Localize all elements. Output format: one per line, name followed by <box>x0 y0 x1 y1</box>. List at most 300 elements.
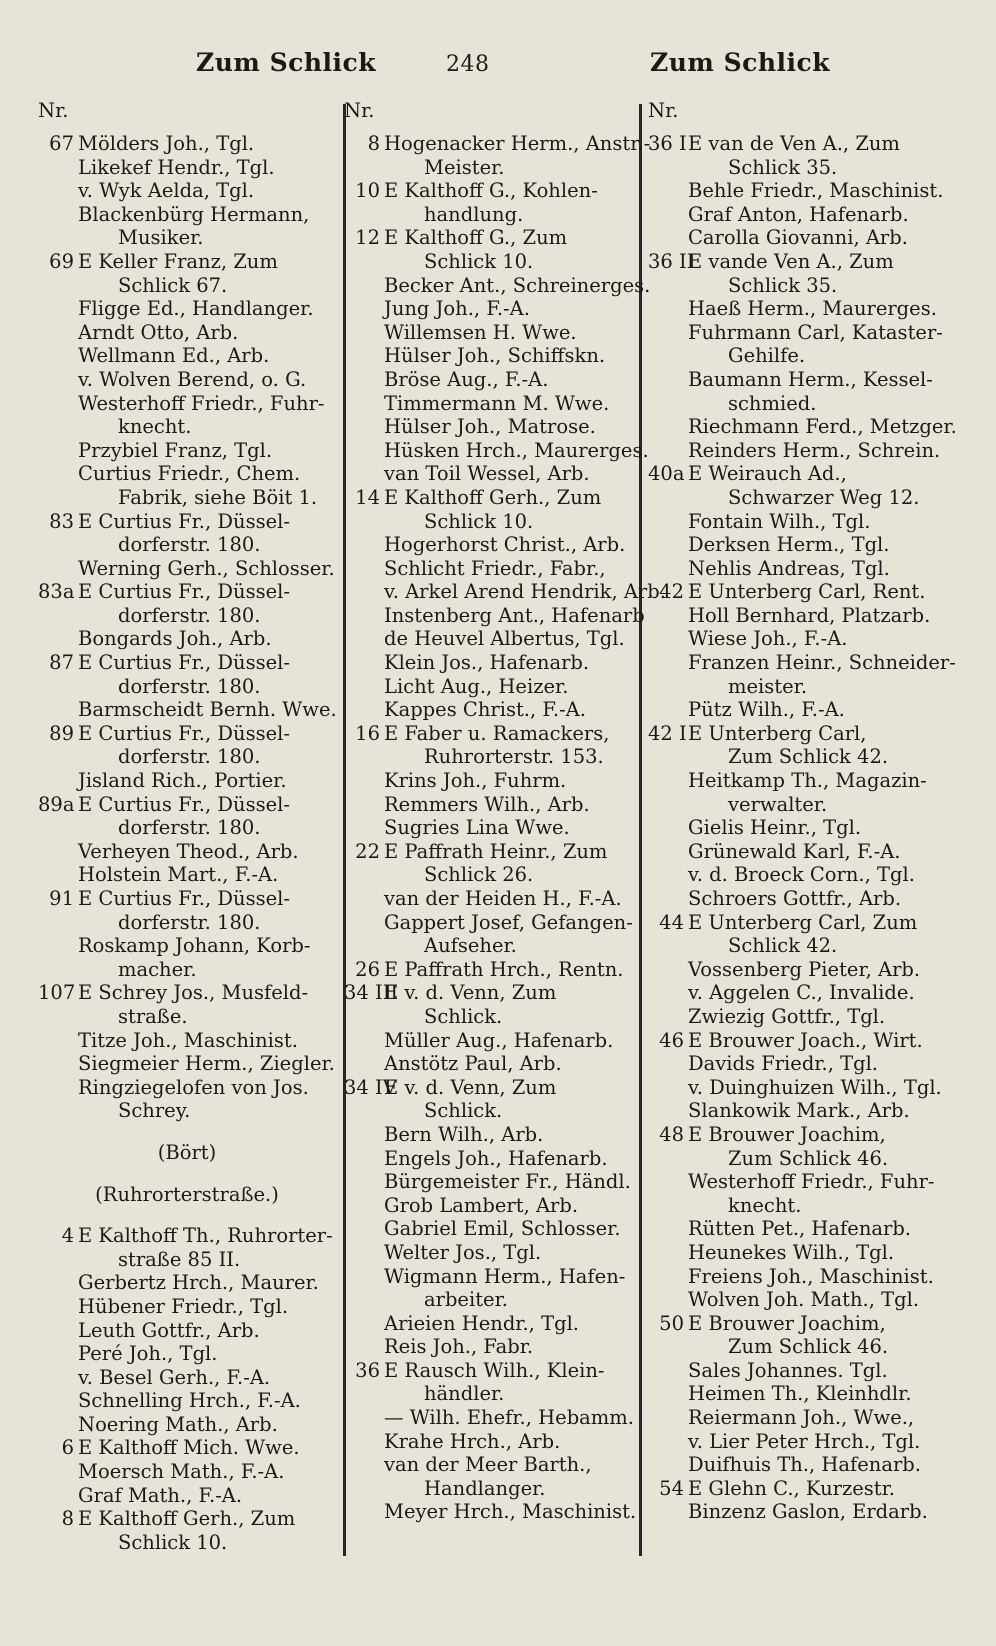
entry-line <box>344 1123 634 1147</box>
entry-text: Bürgemeister Fr., Händl. <box>384 1170 631 1194</box>
entry-line <box>344 675 634 699</box>
entry-text: Licht Aug., Heizer. <box>384 674 569 698</box>
entry-line <box>648 415 957 439</box>
entry-line <box>648 1170 944 1194</box>
entry-text: Carolla Giovanni, Arb. <box>688 226 908 250</box>
entry-line <box>38 203 336 227</box>
entry-line <box>648 1147 944 1171</box>
entry-text: Schlick. <box>424 1099 503 1123</box>
entry-text: meister. <box>728 674 808 698</box>
entry-line <box>344 438 649 463</box>
entry-line <box>648 1217 944 1241</box>
entry-text: Hülser Joh., Schiffskn. <box>384 344 606 368</box>
entry-line <box>648 557 944 581</box>
entry-text: E Curtius Fr., Düssel- <box>78 721 290 745</box>
entry-line <box>38 226 336 250</box>
entry-line <box>344 557 634 581</box>
entry-text: Curtius Friedr., Chem. <box>78 462 301 486</box>
entry-text: Aufseher. <box>424 934 517 958</box>
entry-line <box>38 1342 336 1366</box>
entry-text: Slankowik Mark., Arb. <box>688 1099 910 1123</box>
entry-text: Krahe Hrch., Arb. <box>384 1429 561 1453</box>
entry-text: Fuhrmann Carl, Kataster- <box>688 320 943 344</box>
entry-text: Gappert Josef, Gefangen- <box>384 910 633 934</box>
entry-text: Gabriel Emil, Schlosser. <box>384 1217 621 1241</box>
section-heading: (Bört) <box>157 1140 217 1164</box>
entry-line <box>648 604 944 628</box>
entry-text: Duifhuis Th., Hafenarb. <box>688 1453 921 1477</box>
entry-text: E v. d. Venn, Zum <box>384 1075 557 1099</box>
entry-text: Wiese Joh., F.-A. <box>688 627 848 651</box>
house-number: 16 <box>355 721 380 745</box>
entry-text: E Brouwer Joachim, <box>688 1311 886 1335</box>
entry-line <box>344 958 634 982</box>
entry-text: Fligge Ed., Handlanger. <box>78 297 314 321</box>
entry-text: E Rausch Wilh., Klein- <box>384 1358 605 1382</box>
entry-line <box>648 1406 944 1430</box>
entry-line <box>648 1312 944 1336</box>
entry-line <box>344 627 634 651</box>
entry-line <box>38 557 336 581</box>
entry-line <box>648 580 944 604</box>
entry-text: Behle Friedr., Maschinist. <box>688 179 944 203</box>
spacer <box>38 1165 336 1183</box>
entry-text: macher. <box>118 957 197 981</box>
house-number: 48 <box>659 1122 684 1146</box>
entry-text: v. Aggelen C., Invalide. <box>688 981 915 1005</box>
entry-line <box>344 911 634 935</box>
entry-text: Fabrik, siehe Böit 1. <box>118 485 318 509</box>
entry-line <box>344 1217 634 1241</box>
entry-text: v. Lier Peter Hrch., Tgl. <box>688 1429 921 1453</box>
entry-line <box>648 816 944 840</box>
entry-text: E Unterberg Carl, Rent. <box>688 580 926 604</box>
entry-text: E Faber u. Ramackers, <box>384 721 610 745</box>
entry-line <box>38 1436 336 1460</box>
entry-line <box>648 981 944 1005</box>
entry-text: Wellmann Ed., Arb. <box>78 344 270 368</box>
entry-line <box>38 793 336 817</box>
house-number: 40a <box>648 462 685 486</box>
entry-line <box>344 344 634 368</box>
entry-text: Bröse Aug., F.-A. <box>384 367 549 391</box>
entry-line <box>648 887 944 911</box>
entry-text: E Brouwer Joach., Wirt. <box>688 1028 923 1052</box>
entry-line <box>38 1319 336 1343</box>
entry-line <box>648 156 944 180</box>
entry-text: Verheyen Theod., Arb. <box>78 839 299 863</box>
entry-text: — Wilh. Ehefr., Hebamm. <box>384 1406 634 1430</box>
column-heading: Nr. <box>344 99 375 122</box>
entry-line <box>344 1335 634 1359</box>
entry-line <box>648 698 944 722</box>
entry-text: Reiermann Joh., Wwe., <box>688 1406 915 1430</box>
entry-text: Reinders Herm., Schrein. <box>688 438 941 462</box>
entry-line <box>648 1076 944 1100</box>
house-number: 69 <box>49 249 74 273</box>
entry-text: dorferstr. 180. <box>118 533 261 557</box>
entry-text: knecht. <box>118 415 192 439</box>
entry-line <box>38 722 336 746</box>
section-heading: (Ruhrorterstraße.) <box>95 1182 279 1206</box>
entry-line <box>344 769 634 793</box>
entry-line <box>38 344 336 368</box>
entry-line <box>648 1288 944 1312</box>
entry-text: E Curtius Fr., Düssel- <box>78 509 290 533</box>
entry-text: Zum Schlick 46. <box>728 1146 889 1170</box>
entry-line <box>344 1076 634 1100</box>
entry-line <box>38 1484 336 1508</box>
entry-text: de Heuvel Albertus, Tgl. <box>384 627 625 651</box>
entry-line <box>344 415 634 439</box>
entry-text: van der Heiden H., F.-A. <box>384 887 622 910</box>
house-number: 34 IV <box>344 1075 397 1099</box>
entry-text: Franzen Heinr., Schneider- <box>688 651 956 675</box>
entry-line <box>648 1359 944 1383</box>
entry-text: Zum Schlick 42. <box>728 745 889 769</box>
entry-text: dorferstr. 180. <box>118 745 261 769</box>
entry-line <box>648 1194 944 1218</box>
house-number: 6 <box>61 1436 74 1460</box>
entry-line <box>648 1500 944 1524</box>
entry-text: Schwarzer Weg 12. <box>728 485 920 509</box>
spacer <box>38 1206 336 1224</box>
entry-line <box>38 439 336 463</box>
entry-text: E Curtius Fr., Düssel- <box>78 651 290 675</box>
house-number: 8 <box>61 1507 74 1531</box>
entry-text: Riechmann Ferd., Metzger. <box>688 415 957 439</box>
entry-line <box>344 651 634 675</box>
entry-line <box>344 934 634 958</box>
entry-line <box>648 486 944 510</box>
entry-line <box>648 439 944 463</box>
entry-text: E Kalthoff G., Zum <box>384 226 568 250</box>
running-header-left: Zum Schlick <box>196 48 377 77</box>
entry-line <box>344 1500 637 1524</box>
entry-text: Schlicht Friedr., Fabr., <box>384 556 606 580</box>
entry-line <box>344 486 634 510</box>
entry-line <box>344 1382 634 1406</box>
entry-text: Remmers Wilh., Arb. <box>384 792 590 816</box>
entry-line <box>344 1477 634 1501</box>
entry-text: E Curtius Fr., Düssel- <box>78 792 290 816</box>
entry-text: v. Wolven Berend, o. G. <box>78 367 307 391</box>
entry-line <box>38 887 336 911</box>
entry-line <box>38 981 336 1005</box>
entry-text: handlung. <box>424 202 524 226</box>
house-number: 36 <box>355 1358 380 1382</box>
entry-line <box>648 1123 944 1147</box>
entry-text: Westerhoff Friedr., Fuhr- <box>688 1170 935 1194</box>
entry-text: Anstötz Paul, Arb. <box>384 1052 562 1076</box>
entry-line <box>38 580 336 604</box>
entry-line <box>38 1224 336 1248</box>
entry-line <box>38 415 336 439</box>
entry-text: v. d. Broeck Corn., Tgl. <box>688 863 915 887</box>
entry-text: Westerhoff Friedr., Fuhr- <box>78 391 325 415</box>
entry-text: v. Besel Gerh., F.-A. <box>78 1365 271 1389</box>
entry-line <box>38 274 336 298</box>
entry-text: Arndt Otto, Arb. <box>78 320 239 344</box>
entry-line <box>648 675 944 699</box>
entry-text: Heunekes Wilh., Tgl. <box>688 1240 895 1264</box>
entry-line <box>38 863 336 887</box>
entry-text: Baumann Herm., Kessel- <box>688 367 933 391</box>
entry-line <box>344 698 634 722</box>
entry-line <box>344 981 634 1005</box>
entry-text: Schlick 67. <box>118 273 228 297</box>
entry-text: Fontain Wilh., Tgl. <box>688 509 871 533</box>
entry-text: Schlick 42. <box>728 934 838 958</box>
entry-line <box>344 273 651 298</box>
entry-line <box>38 250 336 274</box>
entry-line <box>38 486 336 510</box>
house-number: 44 <box>659 910 684 934</box>
entry-text: dorferstr. 180. <box>118 910 261 934</box>
house-number: 83a <box>38 580 75 604</box>
entry-line <box>344 1029 634 1053</box>
entry-line <box>648 179 944 203</box>
entry-text: E Unterberg Carl, <box>688 721 867 745</box>
entry-line <box>648 1005 944 1029</box>
entry-text: Blackenbürg Hermann, <box>78 202 310 226</box>
entry-text: E Paffrath Hrch., Rentn. <box>384 957 624 981</box>
entry-line <box>38 321 336 345</box>
column-divider <box>639 104 642 1556</box>
entry-line <box>344 745 634 769</box>
entry-text: v. Duinghuizen Wilh., Tgl. <box>688 1075 942 1099</box>
entry-text: Holl Bernhard, Platzarb. <box>688 603 931 627</box>
entry-text: Gehilfe. <box>728 344 806 368</box>
entry-line <box>648 627 944 651</box>
entry-line <box>38 1099 336 1123</box>
house-number: 89a <box>38 792 75 816</box>
entry-line <box>344 863 634 887</box>
entry-line <box>38 911 336 935</box>
entry-text: Schlick 10. <box>424 509 534 533</box>
entry-line <box>38 1389 336 1413</box>
entry-line <box>344 179 634 203</box>
entry-text: Barmscheidt Bernh. Wwe. <box>78 698 337 722</box>
entry-text: van Toil Wessel, Arb. <box>384 462 590 486</box>
entry-text: Binzenz Gaslon, Erdarb. <box>688 1500 928 1524</box>
entry-text: E vande Ven A., Zum <box>688 249 894 273</box>
entry-line <box>38 1507 336 1531</box>
entry-text: Derksen Herm., Tgl. <box>688 533 890 557</box>
entry-text: Engels Joh., Hafenarb. <box>384 1146 608 1170</box>
entry-text: E Unterberg Carl, Zum <box>688 910 918 934</box>
house-number: 83 <box>49 509 74 533</box>
entry-text: Freiens Joh., Maschinist. <box>688 1264 934 1288</box>
house-number: 36 I <box>648 132 687 155</box>
entry-line <box>344 1265 634 1289</box>
entry-line <box>344 1052 634 1076</box>
entry-line <box>648 462 944 486</box>
entry-line <box>344 203 634 227</box>
entry-line <box>38 934 336 958</box>
entry-text: E Weirauch Ad., <box>688 462 847 486</box>
entry-line <box>344 250 634 274</box>
entry-text: Becker Ant., Schreinerges. <box>384 273 651 297</box>
entry-line <box>38 1413 336 1437</box>
entry-line <box>38 533 336 557</box>
entry-text: Schlick 26. <box>424 863 534 887</box>
entry-line <box>648 392 944 416</box>
entry-text: Krins Joh., Fuhrm. <box>384 769 567 793</box>
entry-line <box>648 1453 944 1477</box>
entry-text: Hogerhorst Christ., Arb. <box>384 533 626 557</box>
entry-text: dorferstr. 180. <box>118 816 261 840</box>
entry-text: Haeß Herm., Maurerges. <box>688 297 937 321</box>
entry-line <box>648 1029 944 1053</box>
entry-line <box>344 887 634 911</box>
entry-text: Schlick. <box>424 1004 503 1028</box>
house-number: 50 <box>659 1311 684 1335</box>
entry-line <box>38 1076 336 1100</box>
entry-text: Pütz Wilh., F.-A. <box>688 698 845 722</box>
entry-line <box>344 722 634 746</box>
entry-text: Arieien Hendr., Tgl. <box>384 1311 579 1335</box>
entry-line <box>344 132 651 156</box>
entry-text: Schlick 35. <box>728 155 838 179</box>
entry-text: Schlick 10. <box>118 1530 228 1554</box>
entry-text: Hülser Joh., Matrose. <box>384 415 596 439</box>
entry-line <box>648 1265 944 1289</box>
entry-line <box>648 510 944 534</box>
entry-text: E Kalthoff Th., Ruhrorter- <box>78 1224 333 1248</box>
house-number: 34 III <box>344 981 399 1005</box>
entry-line <box>344 580 666 604</box>
entry-line <box>38 1531 336 1555</box>
entry-line <box>344 1170 634 1194</box>
entry-line <box>648 1382 944 1406</box>
entry-text: Zum Schlick 46. <box>728 1335 889 1359</box>
entry-line <box>344 1288 634 1312</box>
entry-line <box>344 156 634 180</box>
directory-column-1 <box>38 96 336 1554</box>
entry-text: händler. <box>424 1382 505 1406</box>
entry-text: E Kalthoff Gerh., Zum <box>384 485 602 509</box>
entry-text: Schnelling Hrch., F.-A. <box>78 1389 301 1413</box>
directory-column-2 <box>344 96 666 1524</box>
entry-line <box>648 274 944 298</box>
entry-text: Jung Joh., F.-A. <box>384 297 530 321</box>
entry-text: dorferstr. 180. <box>118 674 261 698</box>
entry-line <box>38 1052 336 1076</box>
house-number: 12 <box>355 226 380 250</box>
entry-line <box>38 769 336 793</box>
house-number: 54 <box>659 1476 684 1500</box>
column-heading: Nr. <box>648 99 679 122</box>
house-number: 26 <box>355 957 380 981</box>
entry-line <box>344 1099 634 1123</box>
entry-line <box>648 651 956 675</box>
entry-line <box>648 368 944 392</box>
entry-line <box>648 863 944 887</box>
entry-line <box>38 179 336 203</box>
entry-line <box>344 816 634 840</box>
entry-text: E Kalthoff Gerh., Zum <box>78 1507 296 1531</box>
entry-text: Ruhrorterstr. 153. <box>424 745 604 769</box>
entry-line <box>648 1099 944 1123</box>
entry-line <box>38 698 336 722</box>
entry-text: Wolven Joh. Math., Tgl. <box>688 1288 920 1312</box>
entry-text: Meister. <box>424 155 505 179</box>
entry-line <box>38 1366 336 1390</box>
entry-line <box>648 1477 944 1501</box>
entry-line <box>38 745 336 769</box>
entry-line <box>344 462 634 486</box>
entry-line <box>344 533 634 557</box>
entry-text: E Brouwer Joachim, <box>688 1122 886 1146</box>
entry-text: knecht. <box>728 1193 802 1217</box>
entry-text: Likekef Hendr., Tgl. <box>78 155 275 179</box>
entry-text: v. Wyk Aelda, Tgl. <box>78 179 255 203</box>
entry-line <box>38 1460 336 1484</box>
entry-line <box>344 603 645 628</box>
entry-line <box>648 1052 944 1076</box>
entry-text: Sales Johannes. Tgl. <box>688 1358 888 1382</box>
directory-column-3 <box>648 96 957 1524</box>
house-number: 91 <box>49 887 74 910</box>
entry-text: Graf Anton, Hafenarb. <box>688 202 909 226</box>
entry-line <box>38 1295 336 1319</box>
entry-line <box>344 297 634 321</box>
house-number: 8 <box>367 132 380 155</box>
entry-text: Kappes Christ., F.-A. <box>384 698 586 722</box>
entry-text: E van de Ven A., Zum <box>688 132 900 155</box>
house-number: 89 <box>49 721 74 745</box>
entry-text: Mölders Joh., Tgl. <box>78 132 255 155</box>
entry-text: Sugries Lina Wwe. <box>384 816 570 840</box>
entry-text: van der Meer Barth., <box>384 1453 592 1477</box>
entry-text: Schlick 35. <box>728 273 838 297</box>
entry-line <box>344 793 634 817</box>
entry-line <box>38 392 336 416</box>
entry-text: Handlanger. <box>424 1476 546 1500</box>
entry-text: E Schrey Jos., Musfeld- <box>78 981 309 1005</box>
entry-text: Holstein Mart., F.-A. <box>78 863 279 887</box>
entry-text: Gerbertz Hrch., Maurer. <box>78 1271 319 1295</box>
entry-text: Schroers Gottfr., Arb. <box>688 887 902 910</box>
entry-line <box>344 368 634 392</box>
entry-line <box>648 321 944 345</box>
entry-text: Heimen Th., Kleinhdlr. <box>688 1382 912 1406</box>
column-heading: Nr. <box>38 99 69 122</box>
entry-text: Hübener Friedr., Tgl. <box>78 1294 289 1318</box>
entry-text: Peré Joh., Tgl. <box>78 1342 218 1366</box>
entry-text: Zwiezig Gottfr., Tgl. <box>688 1004 886 1028</box>
house-number: 67 <box>49 132 74 155</box>
entry-text: Bern Wilh., Arb. <box>384 1122 544 1146</box>
entry-line <box>648 533 944 557</box>
entry-line <box>344 1453 634 1477</box>
entry-line <box>38 132 336 156</box>
entry-line <box>344 321 634 345</box>
entry-line <box>38 1271 336 1295</box>
entry-text: E Curtius Fr., Düssel- <box>78 887 290 910</box>
entry-text: Przybiel Franz, Tgl. <box>78 438 273 462</box>
entry-text: Gielis Heinr., Tgl. <box>688 816 862 840</box>
entry-line <box>38 604 336 628</box>
spacer <box>38 1123 336 1141</box>
entry-line <box>38 958 336 982</box>
entry-text: schmied. <box>728 391 817 415</box>
entry-line <box>344 1312 634 1336</box>
entry-line <box>648 769 944 793</box>
entry-text: Schlick 10. <box>424 249 534 273</box>
entry-line <box>344 1147 634 1171</box>
